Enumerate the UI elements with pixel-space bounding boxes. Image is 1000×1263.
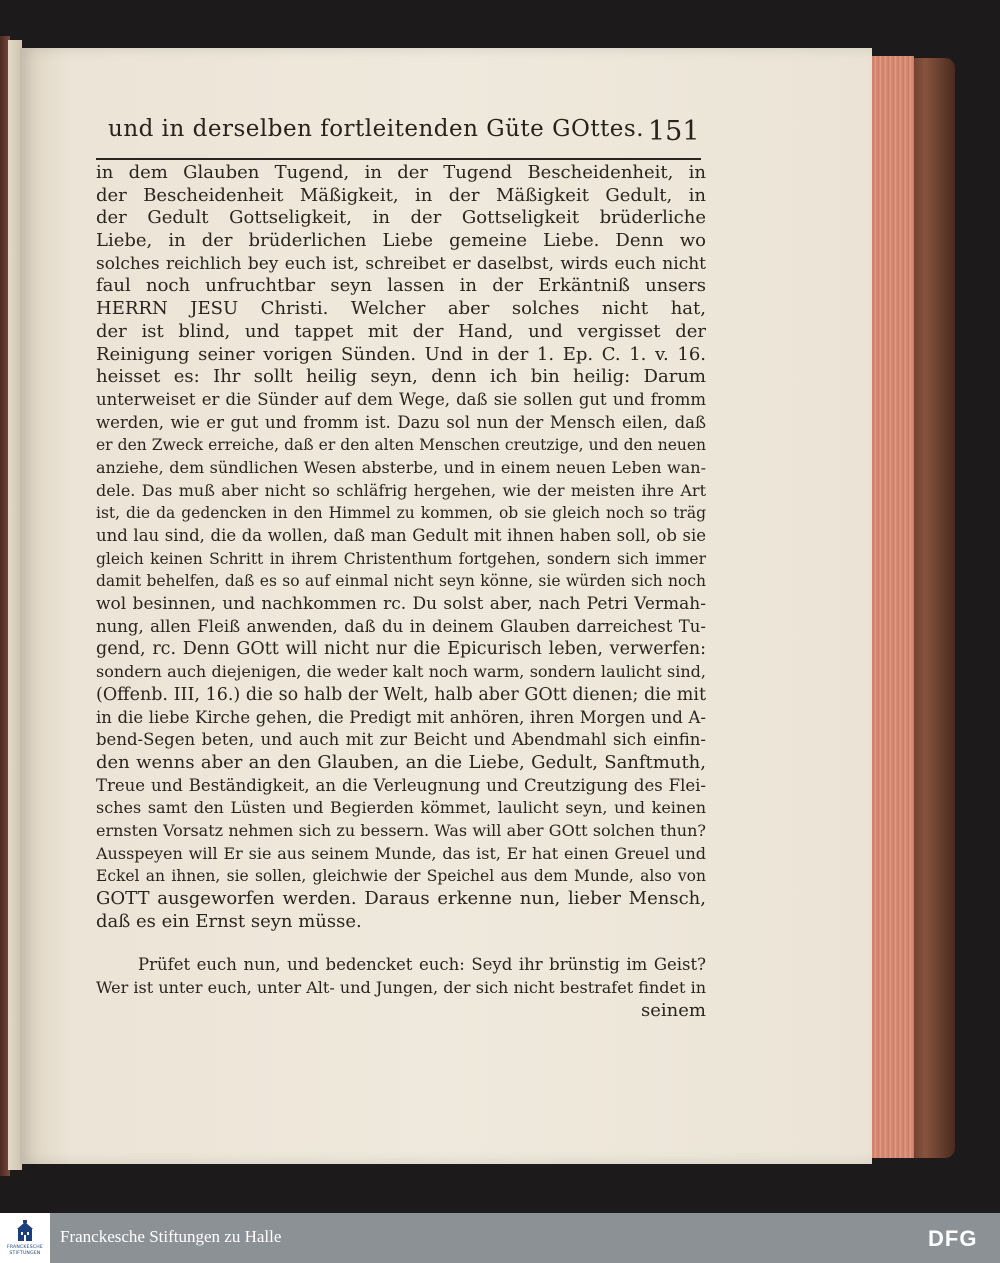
franckesche-stiftungen-logo-icon bbox=[13, 1219, 37, 1243]
text-line: heisset es: Ihr sollt heilig seyn, denn ich bin heilig: Darum bbox=[96, 366, 706, 388]
text-line: werden, wie er gut und fromm ist. Dazu sol nun der Mensch eilen, daß bbox=[96, 412, 706, 432]
text-line: ernsten Vorsatz nehmen sich zu bessern. Was will aber GOtt solchen thun? bbox=[96, 820, 706, 840]
text-line: (Offenb. III, 16.) die so halb der Welt, halb aber GOtt dienen; die mit bbox=[96, 684, 706, 705]
text-line: sondern auch diejenigen, die weder kalt noch warm, sondern laulicht sind, bbox=[96, 662, 706, 682]
logo-text: FRANCKESCHE STIFTUNGEN bbox=[6, 1245, 44, 1256]
text-line: in die liebe Kirche gehen, die Predigt mit anhören, ihren Morgen und A- bbox=[96, 707, 706, 727]
text-line: der ist blind, und tappet mit der Hand, und vergisset der bbox=[96, 320, 706, 342]
text-line: den wenns aber an den Glauben, an die Liebe, Gedult, Sanftmuth, bbox=[96, 751, 706, 773]
text-line: in dem Glauben Tugend, in der Tugend Bescheidenheit, in bbox=[96, 162, 706, 183]
text-line: Eckel an ihnen, sie sollen, gleichwie der Speichel aus dem Munde, also von bbox=[96, 867, 706, 886]
text-line: anziehe, dem sündlichen Wesen absterbe, und in einem neuen Leben wan- bbox=[96, 457, 706, 477]
text-line: und lau sind, die da wollen, daß man Gedult mit ihnen haben soll, ob sie bbox=[96, 526, 706, 545]
text-line: dele. Das muß aber nicht so schläfrig hergehen, wie der meisten ihre Art bbox=[96, 480, 706, 500]
text-line: gleich keinen Schritt in ihrem Christenthum fortgehen, sondern sich immer bbox=[96, 549, 706, 568]
institution-name: Franckesche Stiftungen zu Halle bbox=[60, 1227, 282, 1246]
text-line: bend-Segen beten, und auch mit zur Beicht und Abendmahl sich einfin- bbox=[96, 730, 706, 750]
text-line: gend, rc. Denn GOtt will nicht nur die Epicurisch leben, verwerfen: bbox=[96, 639, 706, 660]
text-line: Reinigung seiner vorigen Sünden. Und in der 1. Ep. C. 1. v. 16. bbox=[96, 343, 706, 365]
text-line: solches reichlich bey euch ist, schreibet er daselbst, wirds euch nicht bbox=[96, 253, 706, 274]
text-line: der Bescheidenheit Mäßigkeit, in der Mäßigkeit Gedult, in bbox=[96, 184, 706, 206]
header-rule bbox=[96, 158, 701, 160]
text-line: HERRN JESU Christi. Welcher aber solches nicht hat, bbox=[96, 298, 706, 320]
text-line: er den Zweck erreiche, daß er den alten Menschen creutzige, und den neuen bbox=[96, 436, 706, 455]
dfg-logo[interactable]: DFG bbox=[928, 1226, 978, 1251]
text-line: GOTT ausgeworfen werden. Daraus erkenne nun, lieber Mensch, bbox=[96, 888, 706, 909]
institution-logo[interactable] bbox=[0, 1213, 50, 1263]
text-line: Liebe, in der brüderlichen Liebe gemeine Liebe. Denn wo bbox=[96, 230, 706, 252]
text-line: faul noch unfruchtbar seyn lassen in der Erkäntniß unsers bbox=[96, 275, 706, 297]
text-line: ist, die da gedencken in den Himmel zu kommen, ob sie gleich noch so träg bbox=[96, 504, 706, 523]
text-line: Prüfet euch nun, und bedencket euch: Seyd ihr brünstig im Geist? bbox=[138, 955, 706, 975]
text-line: Wer ist unter euch, unter Alt- und Jungen, der sich nicht bestrafet findet in bbox=[96, 978, 706, 998]
text-line: nung, allen Fleiß anwenden, daß du in deinem Glauben darreichest Tu- bbox=[96, 616, 706, 636]
text-line: Ausspeyen will Er sie aus seinem Munde, das ist, Er hat einen Greuel und bbox=[96, 843, 706, 863]
footer-bar bbox=[0, 1213, 1000, 1263]
text-line: der Gedult Gottseligkeit, in der Gottseligkeit brüderliche bbox=[96, 207, 706, 229]
book-page bbox=[20, 48, 872, 1164]
page-number: 151 bbox=[648, 116, 700, 147]
page-header bbox=[96, 116, 700, 156]
running-head: und in derselben fortleitenden Güte GOttes. bbox=[108, 116, 645, 142]
text-line: unterweiset er die Sünder auf dem Wege, daß sie sollen gut und fromm bbox=[96, 389, 706, 409]
text-line: wol besinnen, und nachkommen rc. Du solst aber, nach Petri Vermah- bbox=[96, 594, 706, 615]
page-body-text bbox=[96, 162, 706, 1022]
text-line: damit behelfen, daß es so auf einmal nicht seyn könne, sie würden sich noch bbox=[96, 572, 706, 591]
text-line: daß es ein Ernst seyn müsse. bbox=[96, 910, 362, 932]
text-line: Treue und Beständigkeit, an die Verleugnung und Creutzigung des Flei- bbox=[96, 775, 706, 795]
text-line: sches samt den Lüsten und Begierden kömmet, laulicht seyn, und keinen bbox=[96, 798, 706, 818]
catchword: seinem bbox=[641, 999, 706, 1021]
